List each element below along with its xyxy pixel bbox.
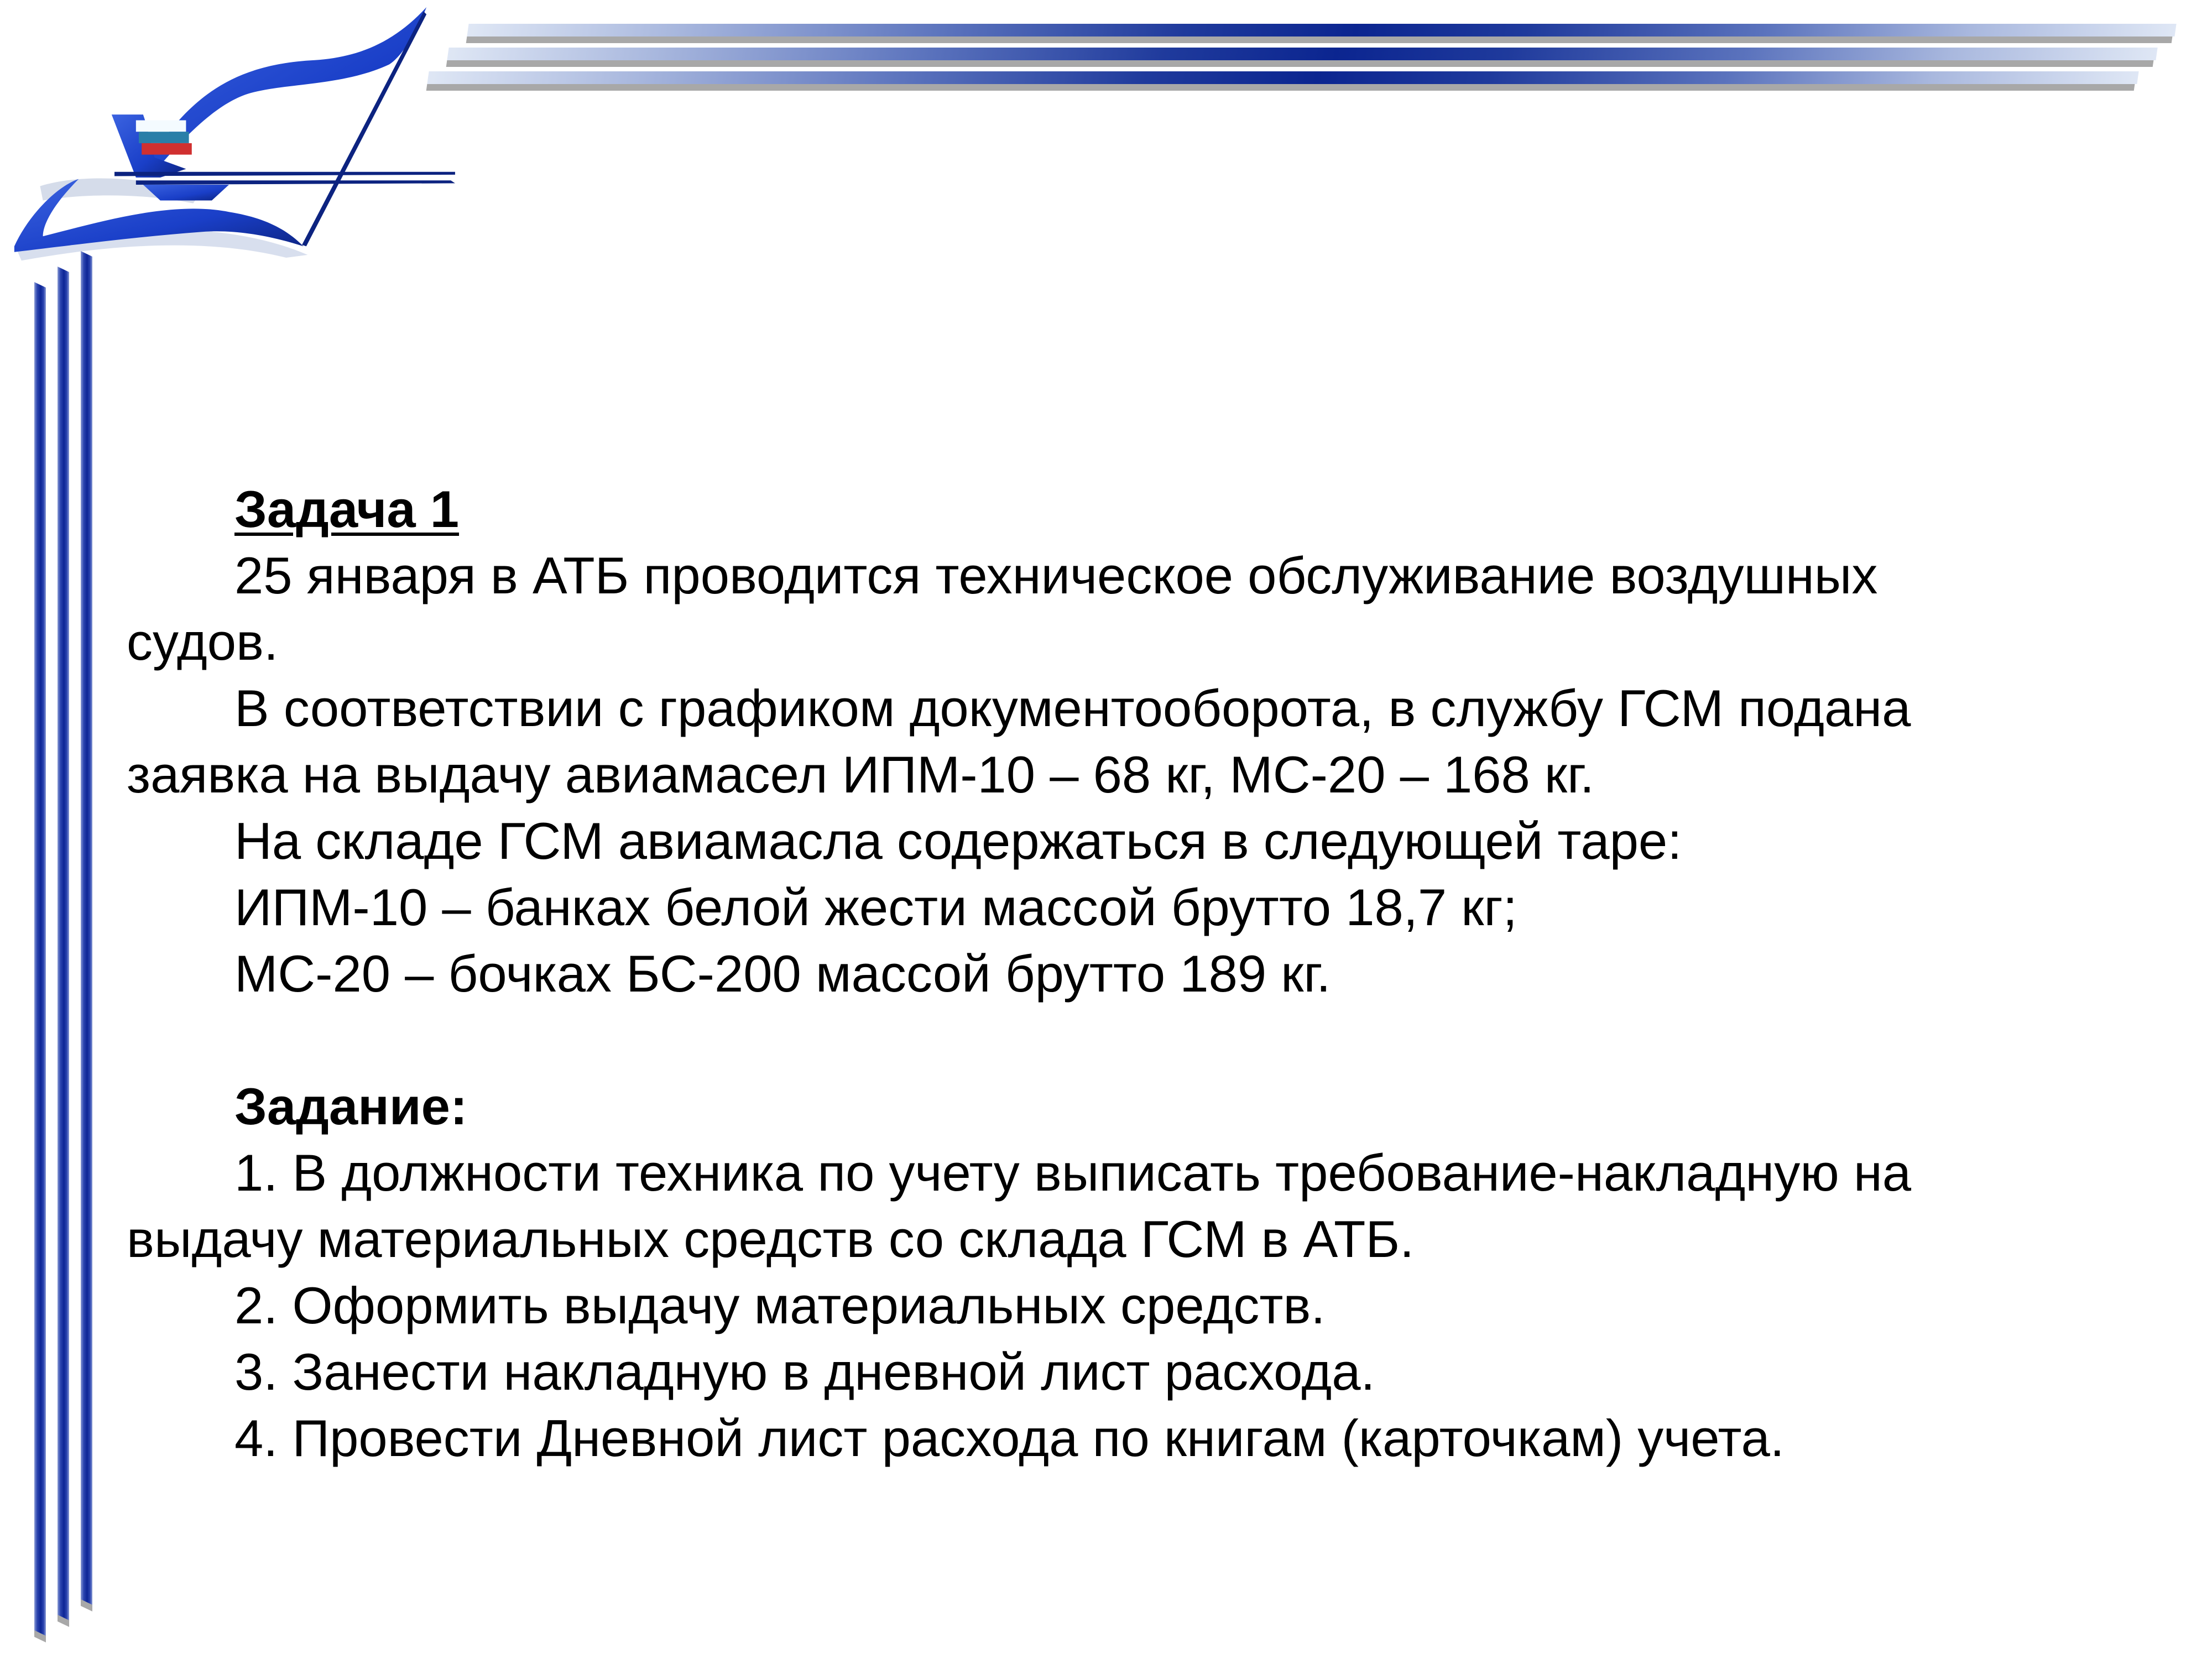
- task-title: Задача 1: [234, 480, 460, 538]
- assignment-step: 2. Оформить выдачу материальных средств.: [234, 1276, 1326, 1334]
- task-text-line: На складе ГСМ авиамасла содержаться в следующей таре:: [234, 812, 1682, 870]
- assignment-step: выдачу материальных средств со склада ГСМ в АТБ.: [127, 1210, 1415, 1268]
- task-text-line: 25 января в АТБ проводится техническое обслуживание воздушных: [234, 546, 1878, 604]
- assignment-step: 1. В должности техника по учету выписать требование-накладную на: [234, 1144, 1912, 1202]
- task-text-line: ИПМ-10 – банках белой жести массой брутто 18,7 кг;: [234, 878, 1517, 936]
- assignment-title: Задание:: [234, 1077, 468, 1135]
- task-text-line: МС-20 – бочках БС-200 массой брутто 189 кг.: [234, 945, 1331, 1003]
- task-text-line: заявка на выдачу авиамасел ИПМ-10 – 68 кг, МС-20 – 168 кг.: [127, 745, 1594, 804]
- task-text-line: судов.: [127, 613, 279, 671]
- assignment-step: 3. Занести накладную в дневной лист расхода.: [234, 1343, 1375, 1401]
- assignment-step: 4. Провести Дневной лист расхода по книгам (карточкам) учета.: [234, 1409, 1785, 1467]
- task-text-line: В соответствии с графиком документооборота, в службу ГСМ подана: [234, 679, 1911, 737]
